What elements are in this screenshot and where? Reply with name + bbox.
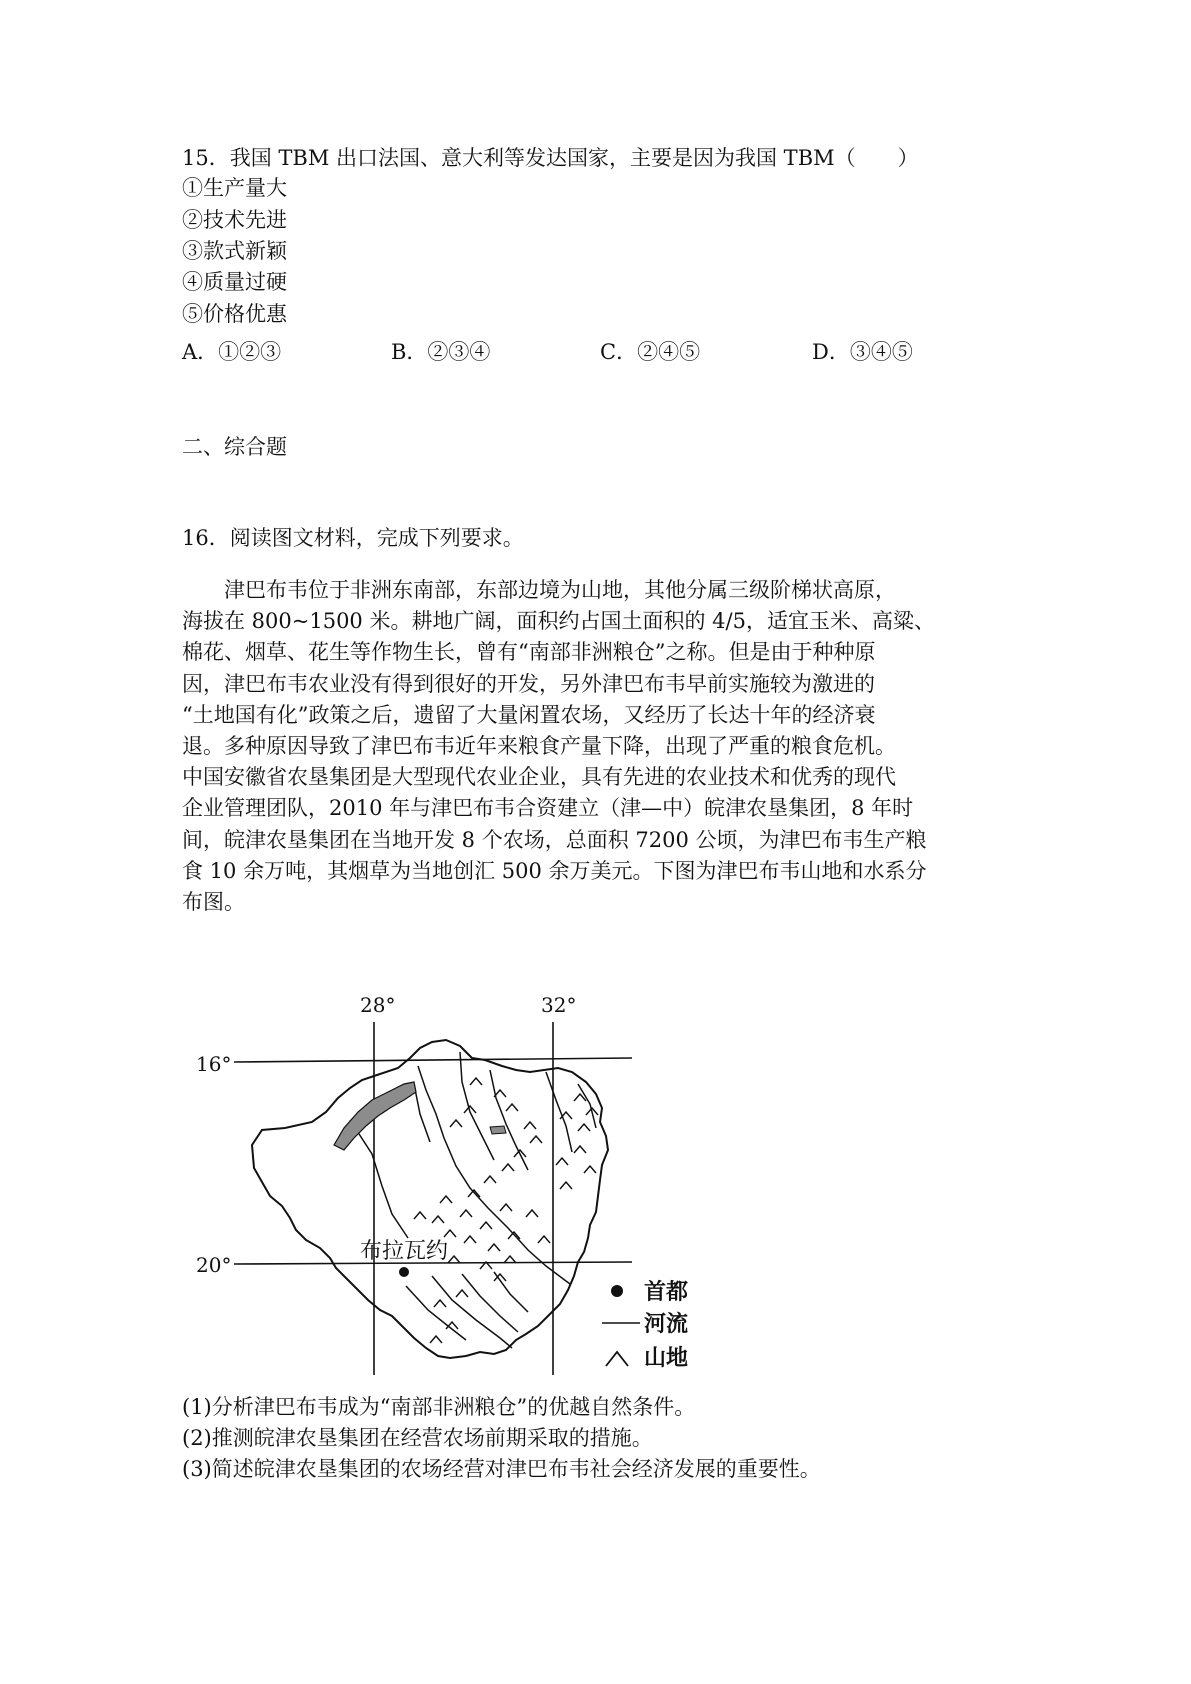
q15-option-3: ③款式新颖 <box>182 239 287 263</box>
paragraph-line: “土地国有化”政策之后，遗留了大量闲置农场，又经历了长达十年的经济衰 <box>182 702 876 727</box>
q15-option-4: ④质量过硬 <box>182 270 287 294</box>
q16-material-paragraph <box>182 575 1022 918</box>
paragraph-line: 因，津巴布韦农业没有得到很好的开发，另外津巴布韦早前实施较为激进的 <box>182 671 875 696</box>
country-outline <box>252 1040 608 1358</box>
mountain-icon <box>434 1300 446 1307</box>
paragraph-line: 间，皖津农垦集团在当地开发 8 个农场，总面积 7200 公顷，为津巴布韦生产粮 <box>182 827 927 852</box>
paragraph-line: 布图。 <box>182 890 245 915</box>
lake-small <box>490 1126 506 1134</box>
paragraph-line: 津巴布韦位于非洲东南部，东部边境为山地，其他分属三级阶梯状高原， <box>224 578 896 602</box>
capital-label: 布拉瓦约 <box>360 1239 449 1264</box>
longitude-label-28: 28° <box>360 993 396 1017</box>
legend-mountain-label: 山地 <box>644 1345 689 1371</box>
paragraph-line: 中国安徽省农垦集团是大型现代农业企业，具有先进的农业技术和优秀的现代 <box>182 765 896 790</box>
mountain-icon <box>494 1274 506 1281</box>
mountain-icon <box>584 1166 596 1173</box>
mountain-icon <box>432 1216 444 1223</box>
mountain-icon <box>574 1094 586 1101</box>
mountain-icon <box>504 1256 516 1263</box>
parallel-20 <box>234 1262 632 1264</box>
paragraph-line: 海拔在 800~1500 米。耕地广阔，面积约占国土面积的 4/5，适宜玉米、高粱、 <box>182 609 935 634</box>
mountain-icon <box>448 1256 460 1263</box>
mountain-icon <box>456 1290 468 1297</box>
q15-option-5: ⑤价格优惠 <box>182 302 287 326</box>
mountain-icon <box>500 1204 512 1211</box>
mountain-icon <box>508 1232 520 1239</box>
mountain-icon <box>494 1090 506 1097</box>
paragraph-line: 食 10 余万吨，其烟草为当地创汇 500 余万美元。下图为津巴布韦山地和水系分 <box>182 858 927 883</box>
mountain-icon <box>560 1112 572 1119</box>
mountain-icon <box>502 1164 514 1171</box>
mountain-icon <box>574 1146 586 1153</box>
mountain-icon <box>480 1222 492 1229</box>
q16-sub-question-1: (1)分析津巴布韦成为“南部非洲粮仓”的优越自然条件。 <box>182 1395 696 1419</box>
mountain-icon <box>586 1108 598 1115</box>
mountain-icon <box>526 1210 538 1217</box>
paragraph-line: 棉花、烟草、花生等作物生长，曾有“南部非洲粮仓”之称。但是由于种种原 <box>182 640 876 665</box>
mountain-icon <box>560 1182 572 1189</box>
mountain-icon <box>488 1244 500 1251</box>
mountain-icon <box>538 1236 550 1243</box>
mountain-icon <box>430 1336 442 1343</box>
q15-choice-b: B．②③④ <box>391 340 491 364</box>
q15-choice-c: C．②④⑤ <box>600 340 701 364</box>
river-network <box>350 1052 596 1348</box>
mountain-icon <box>464 1236 476 1243</box>
paragraph-line: 企业管理团队，2010 年与津巴布韦合资建立（津—中）皖津农垦集团，8 年时 <box>182 796 914 821</box>
capital-dot-icon <box>399 1267 409 1277</box>
mountain-icon <box>440 1196 452 1203</box>
mountain-icon <box>506 1104 518 1111</box>
mountain-icon <box>480 1262 492 1269</box>
mountain-icon <box>464 1106 476 1113</box>
mountain-icon <box>446 1322 458 1329</box>
capital-dot-icon <box>611 1285 623 1297</box>
mountain-icon <box>414 1212 426 1219</box>
q15-stem: 15．我国 TBM 出口法国、意大利等发达国家，主要是因为我国 TBM（ ） <box>182 146 919 170</box>
mountain-icon <box>450 1120 462 1127</box>
mountain-symbols <box>414 1078 598 1343</box>
legend-capital-label: 首都 <box>644 1279 689 1305</box>
mountain-icon <box>556 1158 568 1165</box>
paragraph-line: 退。多种原因导致了津巴布韦近年来粮食产量下降，出现了严重的粮食危机。 <box>182 734 896 759</box>
parallel-16 <box>234 1058 632 1062</box>
q15-option-1: ①生产量大 <box>182 176 287 200</box>
q15-choice-d: D．③④⑤ <box>812 340 913 364</box>
q16-stem: 16．阅读图文材料，完成下列要求。 <box>182 526 524 550</box>
mountain-icon <box>468 1190 480 1197</box>
section-title: 二、综合题 <box>182 435 287 459</box>
q15-option-2: ②技术先进 <box>182 208 287 232</box>
mountain-icon <box>606 1352 628 1366</box>
longitude-label-32: 32° <box>541 993 577 1017</box>
legend-river-label: 河流 <box>644 1311 689 1337</box>
latitude-label-20: 20° <box>196 1253 232 1277</box>
mountain-icon <box>460 1210 472 1217</box>
mountain-icon <box>484 1176 496 1183</box>
mountain-icon <box>530 1136 542 1143</box>
map-legend <box>602 1279 688 1371</box>
lake-kariba <box>334 1082 416 1150</box>
mountain-icon <box>578 1124 590 1131</box>
q16-sub-question-2: (2)推测皖津农垦集团在经营农场前期采取的措施。 <box>182 1426 653 1450</box>
mountain-icon <box>470 1078 482 1085</box>
q15-choice-a: A．①②③ <box>182 340 282 364</box>
mountain-icon <box>444 1230 456 1237</box>
q16-sub-question-3: (3)简述皖津农垦集团的农场经营对津巴布韦社会经济发展的重要性。 <box>182 1457 821 1481</box>
mountain-icon <box>514 1150 526 1157</box>
latitude-label-16: 16° <box>196 1052 232 1076</box>
mountain-icon <box>524 1122 536 1129</box>
